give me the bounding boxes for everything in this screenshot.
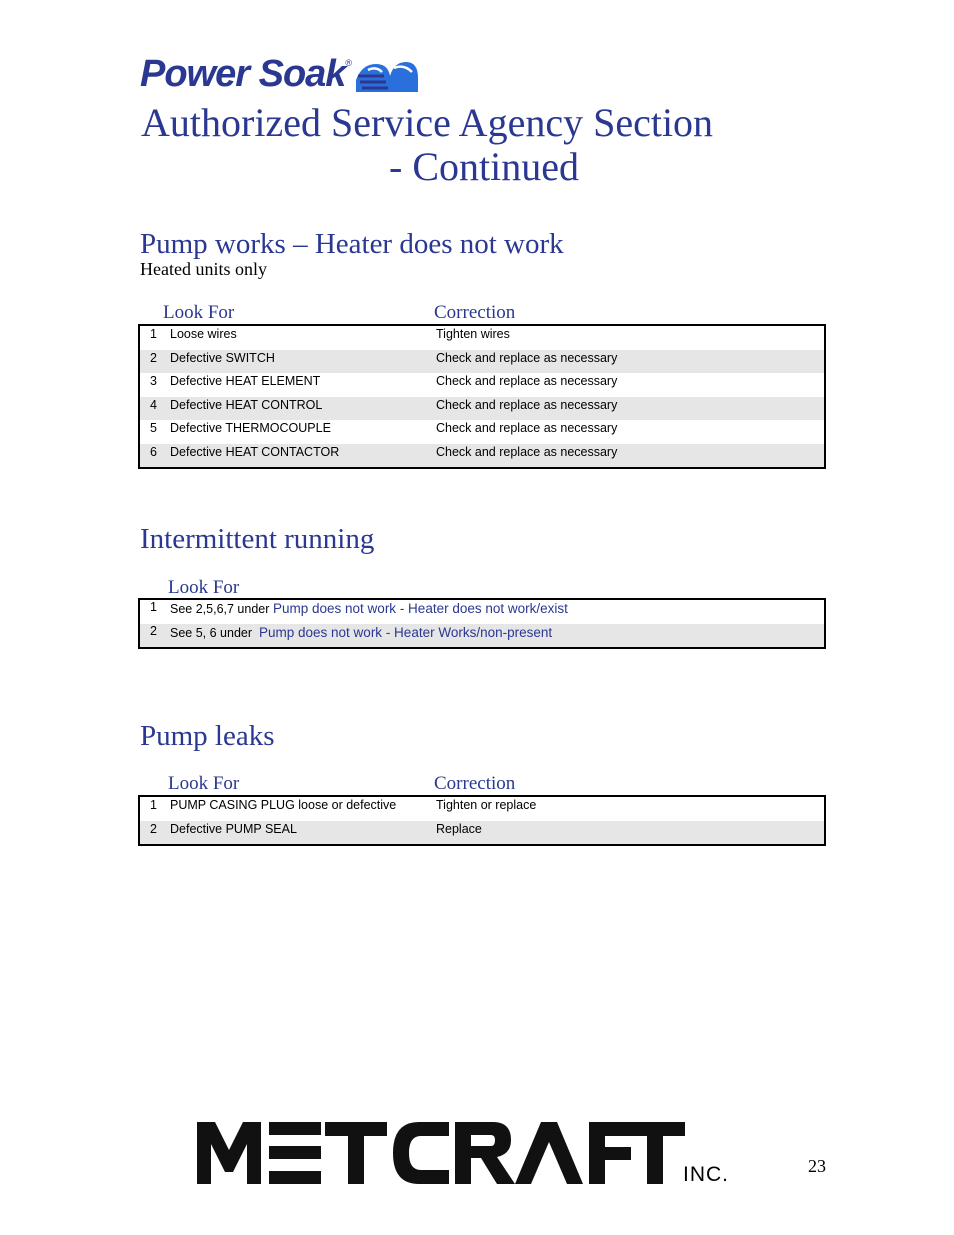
reference-link: Pump does not work - Heater does not work/exist: [273, 601, 568, 616]
correction-cell: Check and replace as necessary: [436, 374, 618, 388]
correction-cell: Check and replace as necessary: [436, 350, 618, 365]
look-for-cell: Defective HEAT ELEMENT: [170, 374, 321, 388]
correction-cell: Check and replace as necessary: [436, 421, 618, 435]
correction-cell: Check and replace as necessary: [436, 397, 618, 412]
correction-cell: Tighten or replace: [436, 798, 537, 812]
row-number: 3: [150, 374, 157, 388]
page-title-continued: - Continued: [389, 144, 579, 189]
leaks-table: [138, 795, 826, 846]
table-row: [140, 444, 824, 468]
see-prefix: See 5, 6 under: [170, 625, 253, 640]
metcraft-inc: INC.: [683, 1163, 729, 1186]
row-number: 1: [150, 327, 157, 341]
see-prefix: See 2,5,6,7 under: [170, 602, 270, 616]
correction-cell: Check and replace as necessary: [436, 444, 618, 459]
table-row: [140, 397, 824, 421]
correction-cell: Tighten wires: [436, 327, 510, 341]
heater-table: [138, 324, 826, 469]
col-correction: Correction: [434, 773, 516, 794]
row-number: 2: [150, 623, 157, 638]
table-row: [140, 373, 824, 397]
table-row: [140, 326, 824, 350]
row-number: 2: [150, 821, 157, 836]
table-row: [140, 350, 824, 374]
section-heading-heater: Pump works – Heater does not work: [140, 228, 564, 260]
look-for-cell: Defective THERMOCOUPLE: [170, 421, 331, 435]
row-number: 1: [150, 600, 157, 614]
look-for-cell: PUMP CASING PLUG loose or defective: [170, 798, 397, 812]
col-look-for: Look For: [168, 773, 240, 794]
metcraft-logo: [197, 1120, 687, 1186]
look-for-cell: Defective HEAT CONTROL: [170, 397, 323, 412]
row-number: 4: [150, 397, 157, 412]
row-number: 5: [150, 421, 157, 435]
power-soak-logo: [140, 52, 420, 96]
row-number: 1: [150, 798, 157, 812]
look-for-cell: Defective SWITCH: [170, 350, 275, 365]
col-look-for: Look For: [168, 577, 240, 598]
wave-icon: [354, 58, 420, 94]
row-number: 2: [150, 350, 157, 365]
table-row: [140, 797, 824, 821]
look-for-cell: Loose wires: [170, 327, 237, 341]
reference-link: Pump does not work - Heater Works/non-present: [259, 624, 553, 640]
table-row: [140, 420, 824, 444]
row-number: 6: [150, 444, 157, 459]
logo-brand-text: Power Soak: [140, 53, 346, 95]
page-title: Authorized Service Agency Section: [141, 100, 714, 145]
look-for-cell: Defective PUMP SEAL: [170, 821, 297, 836]
table-row: [140, 624, 824, 648]
look-for-cell: Defective HEAT CONTACTOR: [170, 444, 340, 459]
section-heading-leaks: Pump leaks: [140, 720, 275, 752]
table-row: [140, 600, 824, 624]
col-correction: Correction: [434, 302, 516, 323]
correction-cell: Replace: [436, 821, 482, 836]
intermittent-table: [138, 598, 826, 649]
section-subheading: Heated units only: [140, 259, 267, 279]
col-look-for: Look For: [163, 302, 235, 323]
page-number: 23: [808, 1156, 826, 1176]
table-row: [140, 821, 824, 845]
section-heading-intermittent: Intermittent running: [140, 523, 375, 555]
registered-mark: ®: [345, 58, 353, 68]
